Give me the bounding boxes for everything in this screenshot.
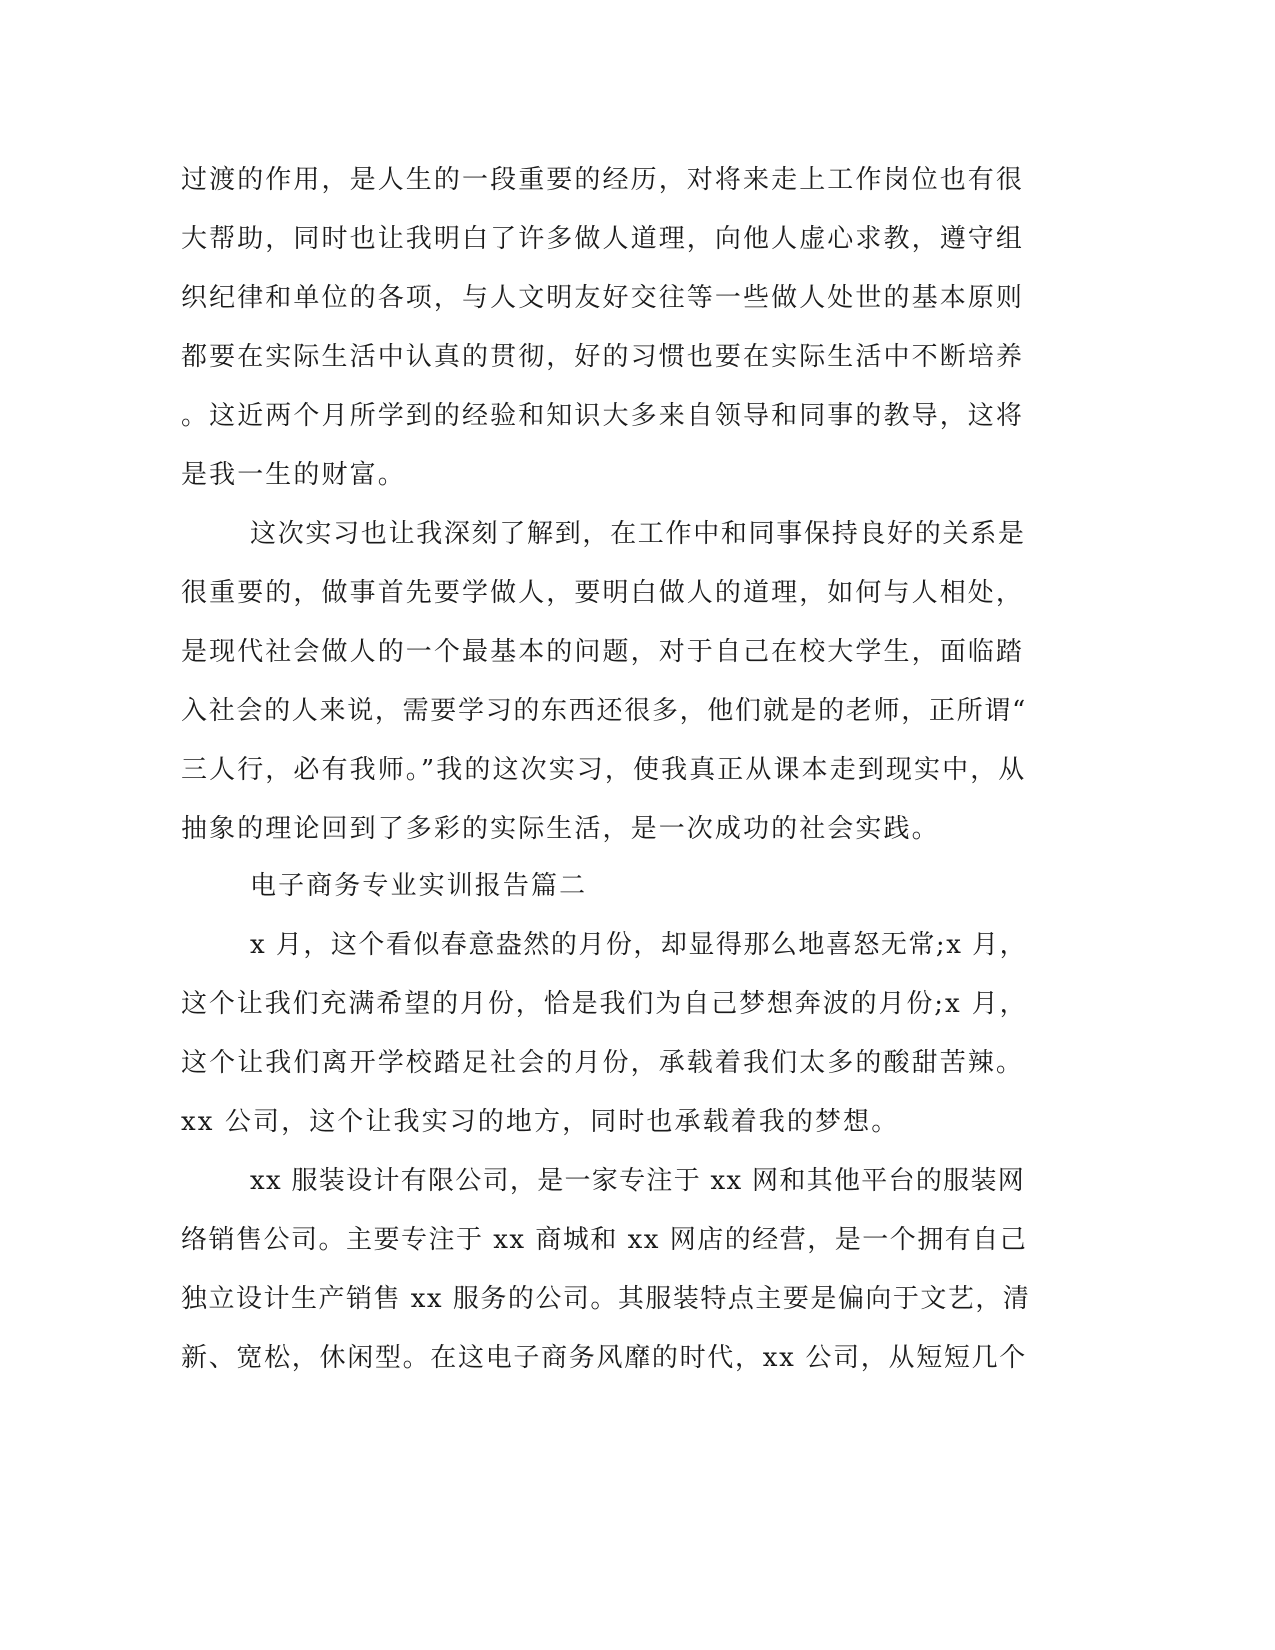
text-line: 是现代社会做人的一个最基本的问题，对于自己在校大学生，面临踏 bbox=[181, 637, 1025, 667]
text-line: 织纪律和单位的各项，与人文明友好交往等一些做人处世的基本原则 bbox=[181, 283, 1025, 313]
text-line: 络销售公司。主要专注于 xx 商城和 xx 网店的经营，是一个拥有自己 bbox=[181, 1225, 1028, 1255]
text-line: 这个让我们离开学校踏足社会的月份，承载着我们太多的酸甜苦辣。 bbox=[181, 1048, 1025, 1078]
text-line: 抽象的理论回到了多彩的实际生活，是一次成功的社会实践。 bbox=[181, 814, 940, 844]
text-line: 大帮助，同时也让我明白了许多做人道理，向他人虚心求教，遵守组 bbox=[181, 224, 1025, 254]
section-heading: 电子商务专业实训报告篇二 bbox=[250, 871, 588, 901]
text-line: x 月，这个看似春意盎然的月份，却显得那么地喜怒无常;x 月， bbox=[250, 930, 1028, 960]
text-line: 很重要的，做事首先要学做人，要明白做人的道理，如何与人相处， bbox=[181, 578, 1025, 608]
text-line: 是我一生的财富。 bbox=[181, 460, 406, 490]
text-line: xx 公司，这个让我实习的地方，同时也承载着我的梦想。 bbox=[181, 1107, 900, 1137]
text-line: 新、宽松，休闲型。在这电子商务风靡的时代，xx 公司，从短短几个 bbox=[181, 1343, 1027, 1373]
text-line: xx 服装设计有限公司，是一家专注于 xx 网和其他平台的服装网 bbox=[250, 1166, 1026, 1196]
text-line: 都要在实际生活中认真的贯彻，好的习惯也要在实际生活中不断培养 bbox=[181, 342, 1025, 372]
text-line: 这次实习也让我深刻了解到，在工作中和同事保持良好的关系是 bbox=[250, 519, 1026, 549]
text-line: 这个让我们充满希望的月份，恰是我们为自己梦想奔波的月份;x 月， bbox=[181, 989, 1028, 1019]
text-line: 过渡的作用，是人生的一段重要的经历，对将来走上工作岗位也有很 bbox=[181, 165, 1025, 195]
text-line: 入社会的人来说，需要学习的东西还很多，他们就是的老师，正所谓“ bbox=[181, 696, 1027, 726]
text-line: 三人行，必有我师。”我的这次实习，使我真正从课本走到现实中，从 bbox=[181, 755, 1027, 785]
text-line: 。这近两个月所学到的经验和知识大多来自领导和同事的教导，这将 bbox=[181, 401, 1025, 431]
text-line: 独立设计生产销售 xx 服务的公司。其服装特点主要是偏向于文艺，清 bbox=[181, 1284, 1031, 1314]
